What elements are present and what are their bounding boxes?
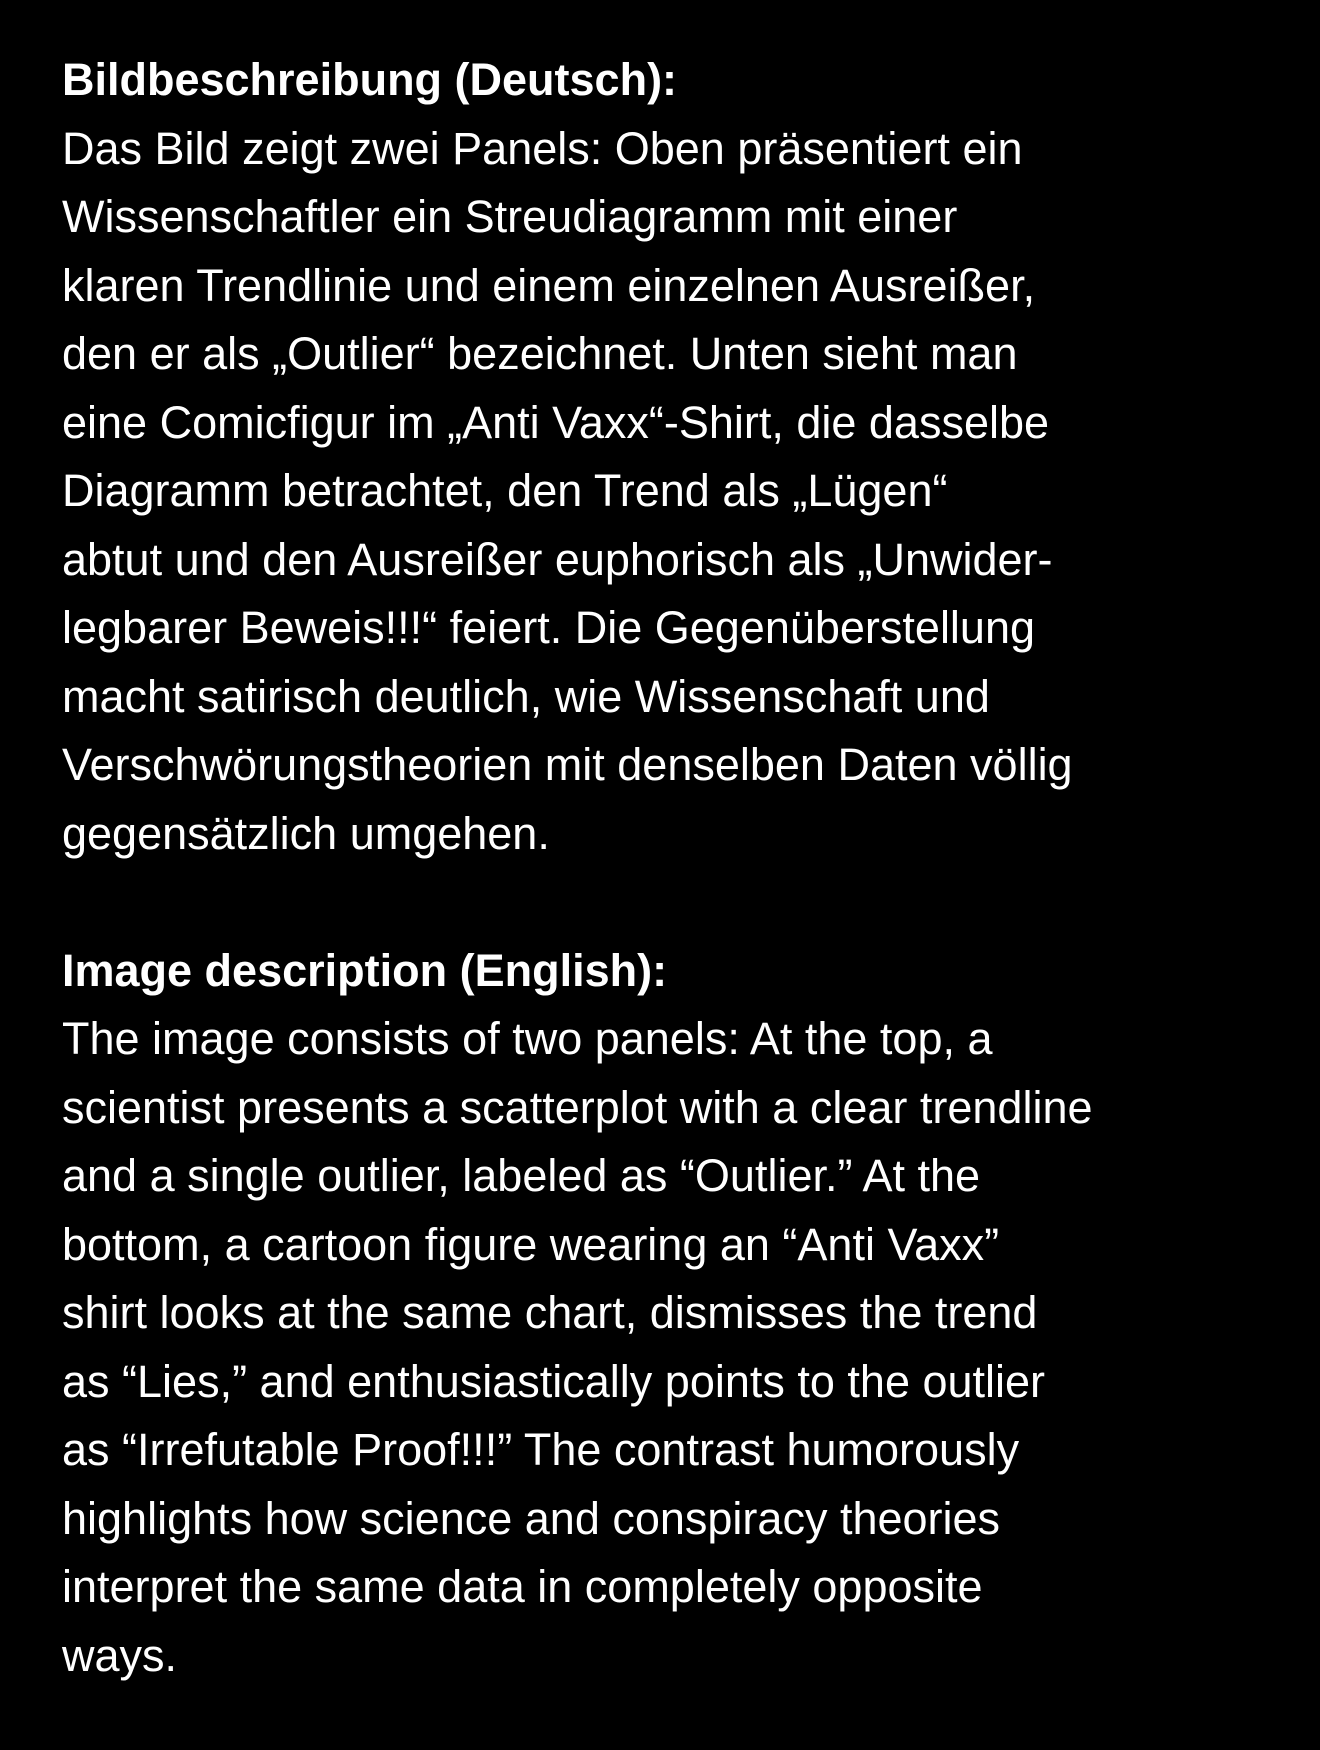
english-text-line: interpret the same data in completely opposite <box>62 1561 983 1612</box>
german-text-line: eine Comicfigur im „Anti Vaxx“-Shirt, die dasselbe <box>62 396 1050 448</box>
german-text-line: Wissenschaftler ein Streudiagramm mit einer <box>62 191 958 242</box>
english-text-line: shirt looks at the same chart, dismisses the trend <box>62 1287 1038 1338</box>
english-text-line: scientist presents a scatterplot with a clear trendline <box>62 1081 1093 1133</box>
english-text-line: as “Lies,” and enthusiastically points to the outlier <box>62 1355 1046 1407</box>
english-heading: Image description (English): <box>62 944 668 996</box>
german-text-line: macht satirisch deutlich, wie Wissenschaft und <box>62 670 990 722</box>
german-text-line: abtut und den Ausreißer euphorisch als „Unwider- <box>62 533 1053 585</box>
german-text-line: klaren Trendlinie und einem einzelnen Ausreißer, <box>62 259 1036 311</box>
description-document <box>62 46 1272 1690</box>
english-text-line: as “Irrefutable Proof!!!” The contrast humorously <box>62 1424 1020 1475</box>
english-text-line: bottom, a cartoon figure wearing an “Anti Vaxx” <box>62 1218 1000 1270</box>
german-text-line: Das Bild zeigt zwei Panels: Oben präsentiert ein <box>62 122 1023 174</box>
german-text-line: Diagramm betrachtet, den Trend als „Lügen“ <box>62 465 948 516</box>
german-heading: Bildbeschreibung (Deutsch): <box>62 54 678 105</box>
english-text-line: highlights how science and conspiracy theories <box>62 1492 1001 1544</box>
section-spacer <box>62 868 1272 937</box>
english-text-line: ways. <box>62 1629 178 1681</box>
german-description <box>62 46 1272 868</box>
english-text-line: and a single outlier, labeled as “Outlier.” At the <box>62 1150 981 1201</box>
german-text-line: Verschwörungstheorien mit denselben Daten völlig <box>62 739 1073 790</box>
german-text-line: gegensätzlich umgehen. <box>62 807 550 859</box>
english-description <box>62 937 1272 1691</box>
german-text-line: legbarer Beweis!!!“ feiert. Die Gegenüberstellung <box>62 602 1036 653</box>
english-text-line: The image consists of two panels: At the top, a <box>62 1013 993 1064</box>
german-text-line: den er als „Outlier“ bezeichnet. Unten sieht man <box>62 328 1018 379</box>
